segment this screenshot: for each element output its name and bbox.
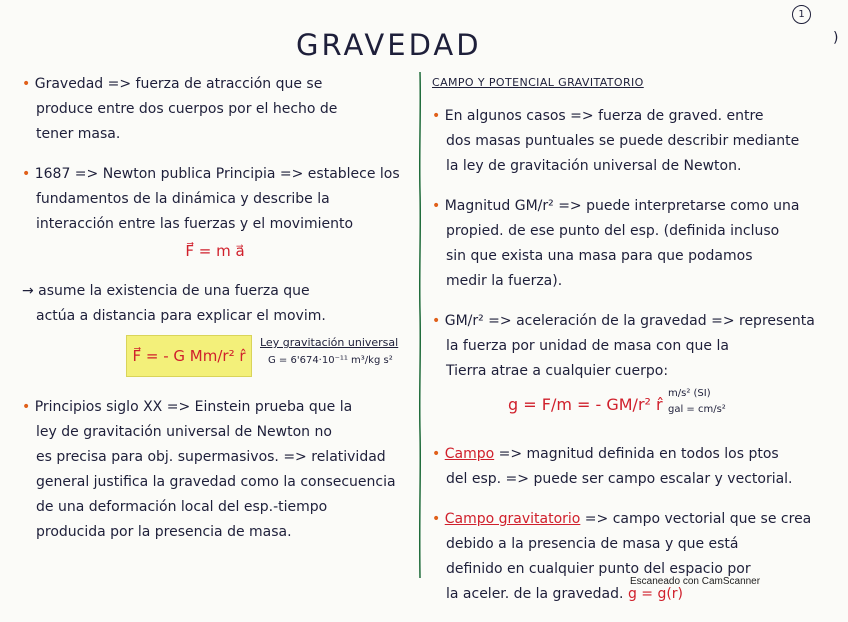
note-line: tener masa.: [36, 126, 121, 142]
note-newton: [22, 162, 408, 264]
page-title: GRAVEDAD: [296, 28, 482, 62]
note-line: del esp. => puede ser campo escalar y vectorial.: [446, 471, 793, 487]
note-line: => magnitud definida en todos los ptos: [494, 446, 779, 462]
note-campo: [432, 442, 824, 492]
note-line: sin que exista una masa para que podamos: [446, 248, 753, 264]
note-campo-gravitatorio: [432, 507, 824, 607]
note-line: produce entre dos cuerpos por el hecho de: [36, 101, 338, 117]
note-line: debido a la presencia de masa y que está: [446, 536, 739, 552]
law-name: Ley gravitación universal: [260, 336, 399, 349]
note-line: dos masas puntuales se puede describir mediante: [446, 133, 800, 149]
bullet-dot: •: [22, 76, 35, 92]
note-line: de una deformación local del esp.-tiempo: [36, 499, 328, 515]
note-line: definido en cualquier punto del espacio por: [446, 561, 751, 577]
note-line: propied. de ese punto del esp. (definida incluso: [446, 223, 780, 239]
g-field-formula: g = g(r): [627, 586, 684, 602]
note-line: la ley de gravitación universal de Newton.: [446, 158, 742, 174]
law-formula-highlight: F⃗ = - G Mm/r² r̂: [126, 335, 252, 377]
term-campo-gravitatorio: Campo gravitatorio: [444, 511, 581, 527]
gravitational-constant: G = 6'674·10⁻¹¹ m³/kg s²: [268, 355, 393, 366]
page-number: 1: [792, 5, 811, 24]
bullet-dot: •: [432, 446, 445, 462]
note-line: => campo vectorial que se crea: [580, 511, 812, 527]
note-line: → asume la existencia de una fuerza que: [22, 283, 310, 299]
note-line: producida por la presencia de masa.: [36, 524, 292, 540]
column-divider: [418, 72, 422, 578]
unit-gal: gal = cm/s²: [668, 404, 726, 415]
note-line: la aceler. de la gravedad.: [446, 586, 624, 602]
newton-second-law-formula: F⃗ = m a⃗: [185, 242, 245, 260]
note-acceleration: [432, 309, 824, 384]
bullet-dot: •: [432, 511, 445, 527]
note-line: Tierra atrae a cualquier cuerpo:: [446, 363, 669, 379]
units-note: [668, 386, 726, 418]
left-column: [22, 72, 408, 560]
note-line: la fuerza por unidad de masa con que la: [446, 338, 729, 354]
note-line: interacción entre las fuerzas y el movimiento: [36, 216, 354, 232]
gravity-acceleration-formula: [432, 386, 824, 432]
term-campo: Campo: [444, 446, 495, 462]
note-line: actúa a distancia para explicar el movim.: [36, 308, 326, 324]
note-line: Principios siglo XX => Einstein prueba que la: [34, 399, 353, 415]
right-column: [432, 74, 824, 622]
section-title: CAMPO Y POTENCIAL GRAVITATORIO: [432, 76, 644, 89]
note-line: GM/r² => aceleración de la gravedad => representa: [444, 313, 815, 329]
note-line: Magnitud GM/r² => puede interpretarse como una: [444, 198, 800, 214]
note-gravedad: [22, 72, 408, 147]
note-line: En algunos casos => fuerza de graved. entre: [444, 108, 764, 124]
note-line: fundamentos de la dinámica y describe la: [36, 191, 330, 207]
bullet-dot: •: [432, 198, 445, 214]
note-action-distance: [22, 279, 408, 329]
bullet-dot: •: [432, 108, 445, 124]
note-magnitude: [432, 194, 824, 294]
note-point-masses: [432, 104, 824, 179]
note-line: general justifica la gravedad como la consecuencia: [36, 474, 396, 490]
note-line: es precisa para obj. supermasivos. => relatividad: [36, 449, 386, 465]
edge-mark: ): [833, 30, 839, 46]
bullet-dot: •: [22, 166, 35, 182]
note-line: Gravedad => fuerza de atracción que se: [34, 76, 323, 92]
note-line: medir la fuerza).: [446, 273, 563, 289]
note-line: 1687 => Newton publica Principia => establece los: [34, 166, 400, 182]
universal-gravitation-law: [22, 333, 408, 385]
scanner-watermark: Escaneado con CamScanner: [630, 576, 761, 587]
unit-si: m/s² (SI): [668, 388, 711, 399]
g-formula: g = F/m = - GM/r² r̂: [508, 395, 663, 414]
note-einstein: [22, 395, 408, 545]
note-line: ley de gravitación universal de Newton no: [36, 424, 332, 440]
bullet-dot: •: [432, 313, 445, 329]
bullet-dot: •: [22, 399, 35, 415]
